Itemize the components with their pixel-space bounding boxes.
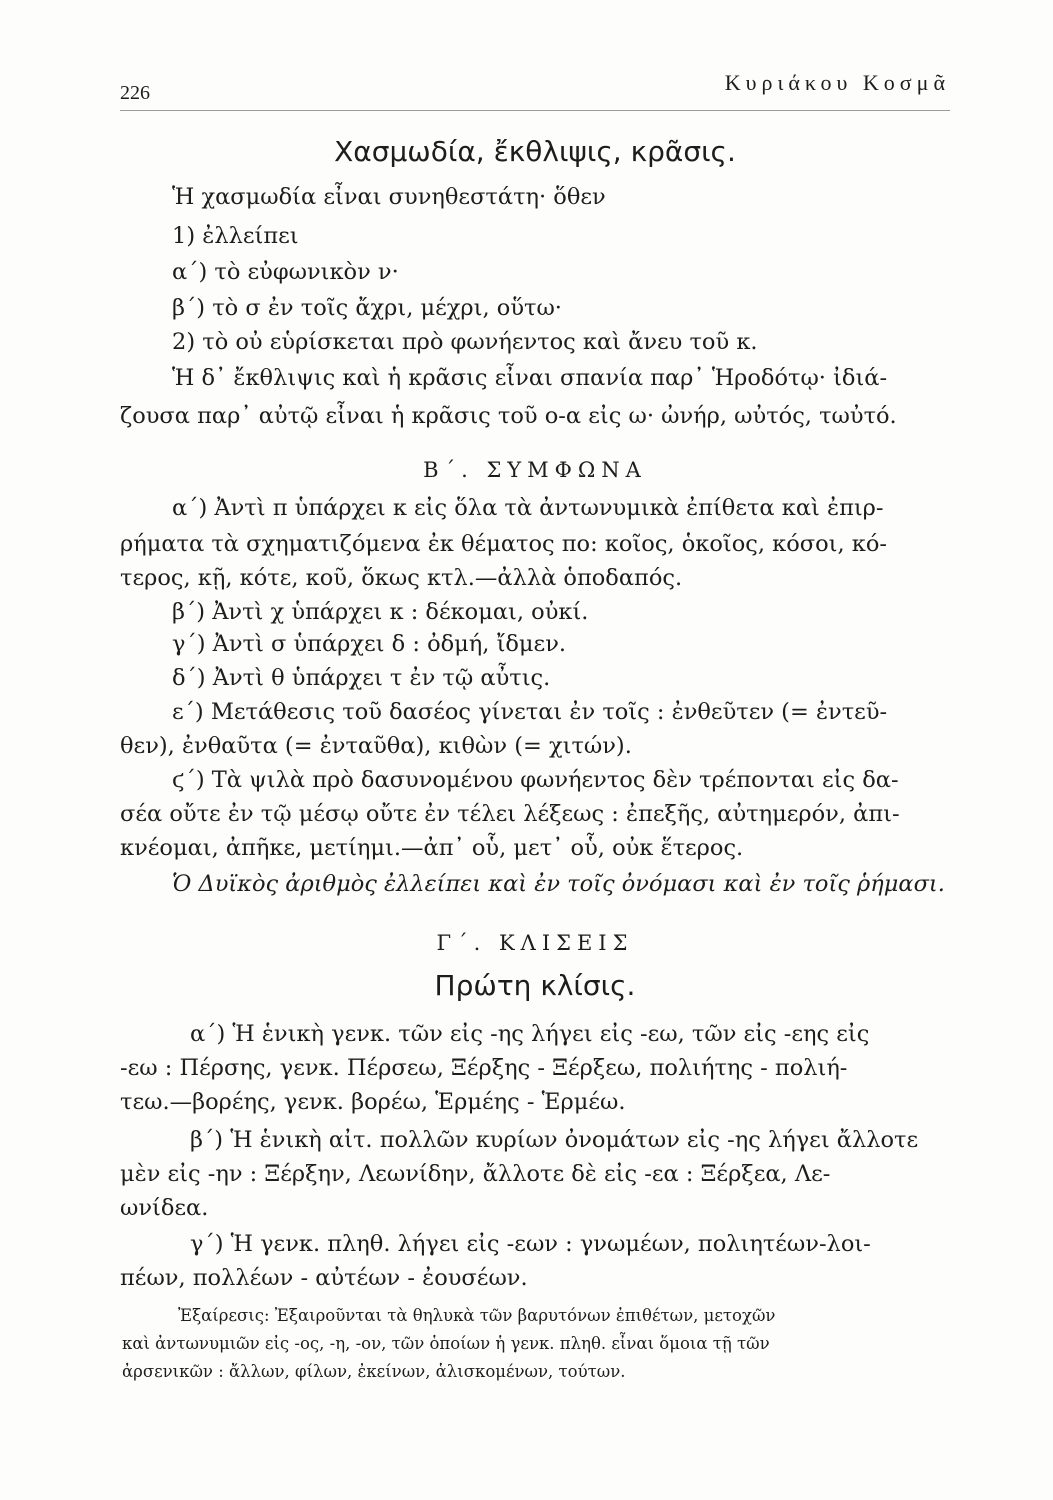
body-line: ρήματα τὰ σχηματιζόμενα ἐκ θέματος πο: κοῖος, ὁκοῖος, κόσοι, κό- <box>120 531 887 557</box>
body-line: γ΄) Ἀντὶ σ ὑπάρχει δ : ὀδμή, ἴδμεν. <box>172 631 567 657</box>
body-line: 2) τὸ οὐ εὑρίσκεται πρὸ φωνήεντος καὶ ἄνευ τοῦ κ. <box>172 329 758 355</box>
body-line: ε΄) Μετάθεσις τοῦ δασέος γίνεται ἐν τοῖς : ἐνθεῦτεν (= ἐντεῦ- <box>172 699 888 725</box>
body-line: τερος, κῇ, κότε, κοῦ, ὅκως κτλ.—ἀλλὰ ὁποδαπός. <box>120 565 683 591</box>
body-line: α΄) Ἡ ἑνικὴ γενκ. τῶν εἰς -ης λήγει εἰς -εω, τῶν εἰς -εης εἰς <box>190 1021 870 1047</box>
body-line: 1) ἐλλείπει <box>172 223 299 249</box>
body-line: Ὁ Δυϊκὸς ἀριθμὸς ἐλλείπει καὶ ἐν τοῖς ὀνόμασι καὶ ἐν τοῖς ῥήμασι. <box>172 871 945 897</box>
page-header <box>120 70 950 111</box>
page-number: 226 <box>120 82 150 104</box>
body-line: α΄) τὸ εὐφωνικὸν ν· <box>172 259 399 285</box>
body-line: Ἡ χασμωδία εἶναι συνηθεστάτη· ὅθεν <box>172 184 606 210</box>
subheading-first-declension: Πρώτη κλίσις. <box>434 969 636 1002</box>
running-head: Κυριάκου Κοσμᾶ <box>724 70 950 95</box>
section-heading-hiatus: Χασμωδία, ἔκθλιψις, κρᾶσις. <box>334 135 736 168</box>
exception-note: καὶ ἀντωνυμιῶν εἰς -ος, -η, -ον, τῶν ὁποίων ἡ γενκ. πληθ. εἶναι ὅμοια τῇ τῶν <box>122 1334 770 1353</box>
body-line: α΄) Ἀντὶ π ὑπάρχει κ εἰς ὅλα τὰ ἀντωνυμικὰ ἐπίθετα καὶ ἐπιρ- <box>172 495 884 521</box>
body-line: -εω : Πέρσης, γενκ. Πέρσεω, Ξέρξης - Ξέρξεω, πολιήτης - πολιή- <box>120 1055 848 1081</box>
body-line: Ἡ δ᾿ ἔκθλιψις καὶ ἡ κρᾶσις εἶναι σπανία παρ᾿ Ἡροδότῳ· ἰδιά- <box>172 365 888 391</box>
body-line: β΄) τὸ σ ἐν τοῖς ἄχρι, μέχρι, οὕτω· <box>172 295 562 321</box>
body-line: πέων, πολλέων - αὐτέων - ἐουσέων. <box>120 1265 528 1291</box>
body-line: ωνίδεα. <box>120 1195 209 1221</box>
body-line: δ΄) Ἀντὶ θ ὑπάρχει τ ἐν τῷ αὖτις. <box>172 665 551 691</box>
body-line: β΄) Ἡ ἑνικὴ αἰτ. πολλῶν κυρίων ὀνομάτων εἰς -ης λήγει ἄλλοτε <box>190 1127 919 1153</box>
body-line: κνέομαι, ἀπῆκε, μετίημι.—ἀπ᾿ οὗ, μετ᾿ οὗ, οὐκ ἕτερος. <box>120 835 744 861</box>
exception-note: Ἐξαίρεσις: Ἐξαιροῦνται τὰ θηλυκὰ τῶν βαρυτόνων ἐπιθέτων, μετοχῶν <box>178 1306 776 1325</box>
section-heading-declensions: Γ΄. ΚΛΙΣΕΙΣ <box>436 931 634 955</box>
section-heading-consonants: Β΄. ΣΥΜΦΩΝΑ <box>423 458 647 482</box>
body-line: ϛ΄) Τὰ ψιλὰ πρὸ δασυνομένου φωνήεντος δὲν τρέπονται εἰς δα- <box>172 767 899 793</box>
body-line: γ΄) Ἡ γενκ. πληθ. λήγει εἰς -εων : γνωμέων, πολιητέων-λοι- <box>190 1231 871 1257</box>
body-line: μὲν εἰς -ην : Ξέρξην, Λεωνίδην, ἄλλοτε δὲ εἰς -εα : Ξέρξεα, Λε- <box>120 1161 831 1187</box>
exception-note: ἀρσενικῶν : ἄλλων, φίλων, ἐκείνων, ἁλισκομένων, τούτων. <box>122 1362 626 1381</box>
body-line: θεν), ἐνθαῦτα (= ἐνταῦθα), κιθὼν (= χιτών). <box>120 733 632 759</box>
body-line: σέα οὔτε ἐν τῷ μέσῳ οὔτε ἐν τέλει λέξεως : ἐπεξῆς, αὐτημερόν, ἀπι- <box>120 801 900 827</box>
body-line: β΄) Ἀντὶ χ ὑπάρχει κ : δέκομαι, οὐκί. <box>172 599 589 625</box>
body-line: τεω.—βορέης, γενκ. βορέω, Ἑρμέης - Ἑρμέω. <box>120 1089 626 1115</box>
body-line: ζουσα παρ᾿ αὐτῷ εἶναι ἡ κρᾶσις τοῦ ο-α εἰς ω· ὠνήρ, ωὐτός, τωὐτό. <box>120 403 897 429</box>
